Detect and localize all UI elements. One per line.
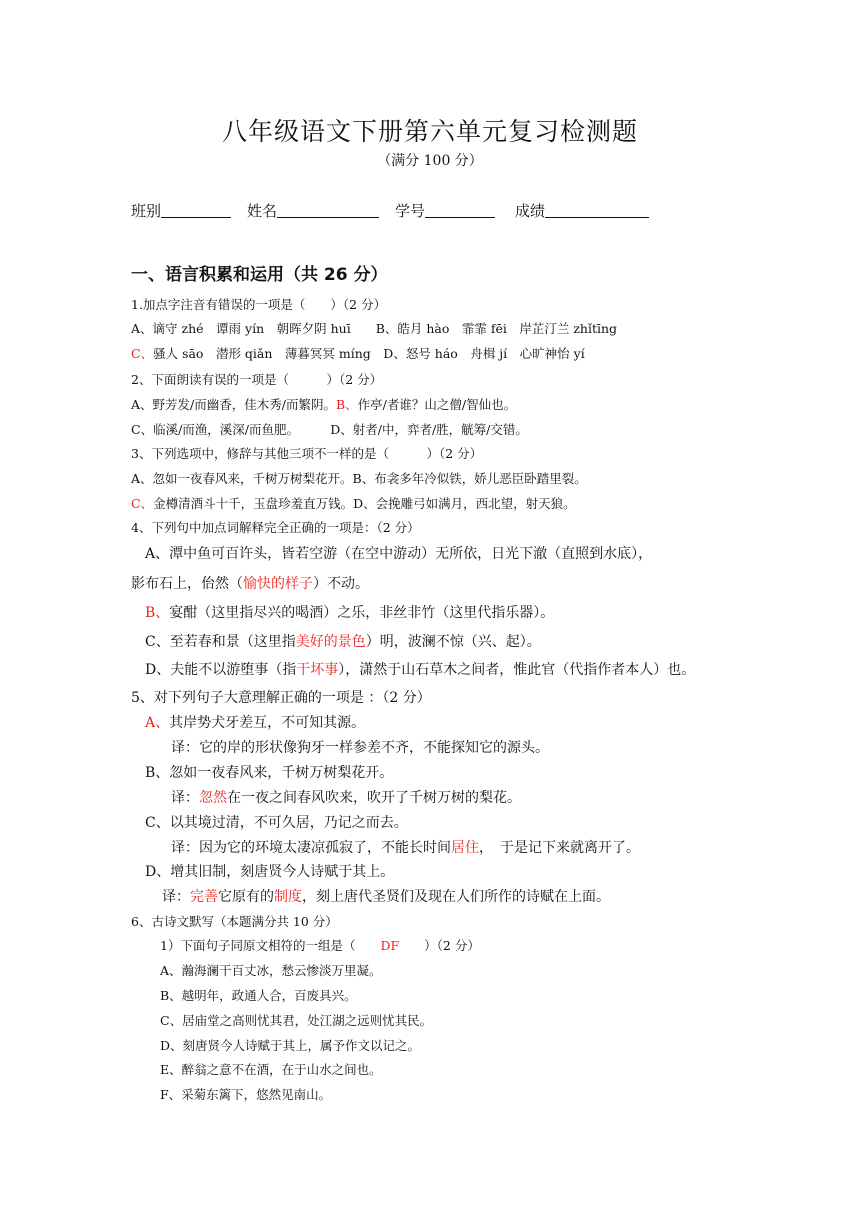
q3-options-cd-text: 金樽清酒斗十千，玉盘珍羞直万钱。D、会挽雕弓如满月，西北望，射天狼。 [153,496,576,511]
q4-option-d [145,662,695,678]
q4-option-b-text: 宴酣（这里指尽兴的喝酒）之乐，非丝非竹（这里代指乐器）。 [169,605,555,621]
q5-option-c-translation [171,840,640,856]
q5-b-trans-label: 译： [171,790,199,806]
class-field [131,200,231,221]
q4-d-text: D、夫能不以游堕事（指 [145,662,297,678]
q6-sub1-points: ）（2 分） [399,938,480,953]
name-label: 姓名 [247,202,278,220]
q6-option: C、居庙堂之高则忧其君，处江湖之远则忧其民。 [160,1013,433,1028]
q4-answer-letter: B、 [145,605,170,621]
q6-option: B、越明年，政通人合，百废具兴。 [160,988,357,1003]
q2-options-cd: C、临溪/而渔，溪深/而鱼肥。 D、射者/中，弈者/胜，觥筹/交错。 [131,422,528,437]
q5-d-highlight-1: 完善 [190,889,218,905]
name-field [247,200,379,221]
q6-sub1-answer: DF [380,938,400,953]
q5-d-trans-mid: 它原有的 [218,889,274,905]
q6-option: A、瀚海澜干百丈冰，愁云惨淡万里凝。 [160,963,382,978]
q4-c-highlight: 美好的景色 [295,634,366,650]
q4-option-b [145,605,554,621]
q5-c-highlight: 居住 [451,840,479,856]
q5-option-b: B、忽如一夜春风来，千树万树梨花开。 [145,765,394,781]
student-id-label: 学号 [395,202,426,220]
q4-d-text-end: ），潇然于山石草木之间者，惟此官（代指作者本人）也。 [338,662,696,678]
q4-a-text-end: ）不动。 [313,576,369,592]
q2-answer-letter: B、 [335,397,358,412]
q5-d-trans-end: ，刻上唐代圣贤们及现在人们所作的诗赋在上面。 [302,889,610,905]
page-subtitle: （满分 100 分） [377,153,483,169]
q1-answer-letter: C、 [131,346,154,361]
class-label: 班别 [131,202,162,220]
score-blank[interactable] [545,202,649,218]
q3-answer-letter: C、 [131,496,154,511]
q4-option-a-line2 [131,576,369,592]
q6-option: F、采菊东篱下，悠然见南山。 [160,1087,332,1102]
q4-a-highlight: 愉快的样子 [243,576,313,592]
q4-c-text-end: ）明，波澜不惊（兴、起）。 [365,634,541,650]
section-heading: 一、语言积累和运用（共 26 分） [131,265,388,285]
q4-d-highlight: 干坏事 [296,662,339,678]
q5-b-trans-text: 在一夜之间春风吹来，吹开了千树万树的梨花。 [227,790,521,806]
q4-stem: 4、下列句中加点词解释完全正确的一项是：（2 分） [131,520,420,535]
q5-option-a-text: 其岸势犬牙差互，不可知其源。 [169,715,366,731]
student-id-blank[interactable] [425,202,495,218]
q5-d-highlight-2: 制度 [274,889,302,905]
score-field [515,200,649,221]
q5-c-trans-text: 译：因为它的环境太凄凉孤寂了，不能长时间 [171,840,451,856]
q1-stem: 1.加点字注音有错误的一项是（ ）（2 分） [131,297,387,312]
q5-option-d: D、增其旧制，刻唐贤今人诗赋于其上。 [145,864,395,880]
q4-a-text: 影布石上，佁然（ [131,576,243,592]
q6-sub1-stem [160,938,480,954]
name-blank[interactable] [277,202,379,218]
q5-stem: 5、对下列句子大意理解正确的一项是 ：（2 分） [131,690,431,706]
q5-c-trans-end: ， 于是记下来就离开了。 [479,840,640,856]
q5-d-trans-label: 译： [162,889,190,905]
q4-option-a-line1: A、潭中鱼可百许头，皆若空游（在空中游动）无所依，日光下澈（直照到水底）， [145,546,653,562]
q4-option-c [145,634,541,650]
q3-stem: 3、下列选项中，修辞与其他三项不一样的是（ ）（2 分） [131,446,483,461]
q6-stem: 6、古诗文默写（本题满分共 10 分） [131,914,338,929]
q1-options-cd-text: 骚人 sāo 潜形 qiǎn 薄暮冥冥 míng D、怒号 háo 舟楫 jí 心旷神怡 yí [153,346,585,361]
student-id-field [395,200,495,221]
q3-options-ab: A、忽如一夜春风来，千树万树梨花开。B、布衾多年冷似铁，娇儿恶臣卧踏里裂。 [131,471,587,486]
q2-option-b: 作亭/者谁？山之僧/智仙也。 [357,397,517,412]
student-info-row [131,200,663,221]
class-blank[interactable] [161,202,231,218]
q5-option-c: C、以其境过清，不可久居，乃记之而去。 [145,815,408,831]
q6-option: E、醉翁之意不在酒，在于山水之间也。 [160,1062,382,1077]
q5-option-d-translation [162,889,610,905]
q5-option-b-translation [171,790,521,806]
q6-sub1-text: 1）下面句子同原文相符的一组是（ [160,938,381,953]
score-label: 成绩 [515,202,546,220]
q5-option-a [145,715,365,731]
q4-c-text: C、至若春和景（这里指 [145,634,296,650]
q2-stem: 2、下面朗读有误的一项是（ ）（2 分） [131,372,383,387]
q5-b-highlight: 忽然 [199,790,227,806]
page-title: 八年级语文下册第六单元复习检测题 [221,117,638,146]
q1-options-ab: A、谪守 zhé 谭雨 yín 朝晖夕阴 huī B、皓月 hào 霏霏 fēi 岸芷汀兰 zhǐtīng [131,321,618,336]
q5-answer-letter: A、 [145,715,170,731]
q1-options-cd [131,346,585,362]
q5-option-a-translation: 译：它的岸的形状像狗牙一样参差不齐，不能探知它的源头。 [171,740,549,756]
q2-options-ab [131,397,516,413]
q2-option-a: A、野芳发/而幽香，佳木秀/而繁阴。 [131,397,336,412]
q3-options-cd [131,496,576,512]
q6-option: D、刻唐贤今人诗赋于其上，属予作文以记之。 [160,1038,421,1053]
